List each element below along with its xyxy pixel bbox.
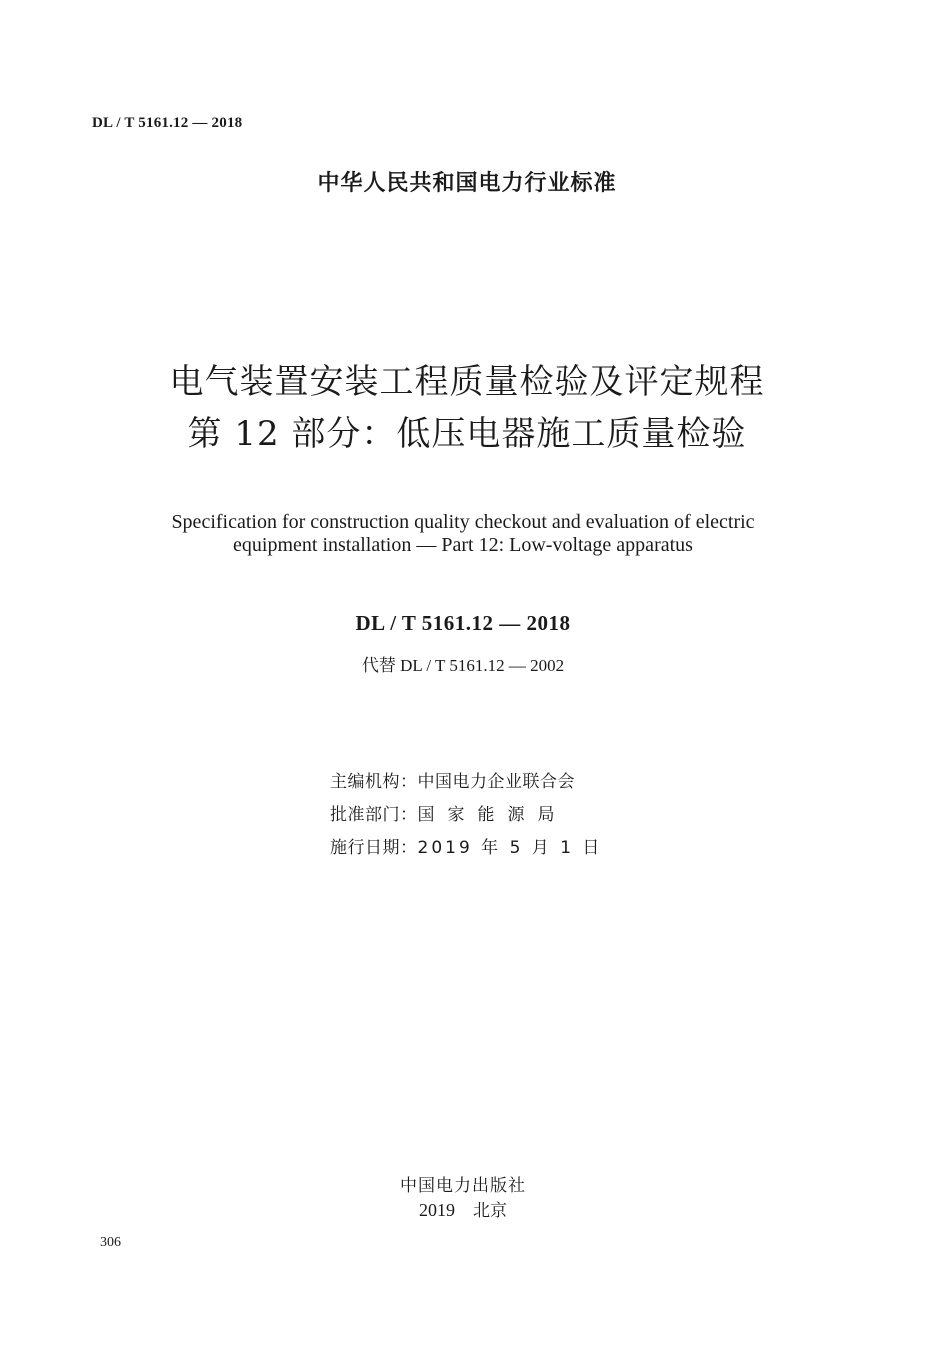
approver-label: 批准部门： — [330, 805, 418, 825]
effective-date-label: 施行日期： — [330, 838, 418, 858]
replaces-standard: 代替 DL / T 5161.12 — 2002 — [361, 656, 565, 675]
publisher-name: 中国电力出版社 — [400, 1176, 526, 1196]
chinese-title-line-2: 第 12 部分：低压电器施工质量检验 — [187, 414, 747, 454]
english-title-line-2: equipment installation — Part 12: Low-voltage apparatus — [233, 534, 693, 556]
english-title-line-1: Specification for construction quality checkout and evaluation of electric — [171, 511, 755, 533]
chinese-title-line-1: 电气装置安装工程质量检验及评定规程 — [169, 362, 765, 402]
effective-date-row — [330, 837, 602, 859]
standard-number: DL / T 5161.12 — 2018 — [355, 611, 571, 635]
approver-row — [330, 804, 568, 826]
editor-value: 中国电力企业联合会 — [417, 772, 575, 792]
header-standard-code: DL / T 5161.12 — 2018 — [92, 115, 243, 131]
editor-row — [330, 771, 575, 793]
industry-standard-heading: 中华人民共和国电力行业标准 — [317, 171, 617, 196]
publisher-year-city — [0, 1198, 926, 1223]
approver-value: 国家能源局 — [417, 805, 568, 825]
publisher-city: 北京 — [473, 1201, 507, 1221]
page-number: 306 — [100, 1235, 121, 1250]
editor-label: 主编机构： — [330, 772, 418, 792]
effective-date-value: 2019 年 5 月 1 日 — [417, 838, 603, 858]
publisher-year: 2019 — [419, 1200, 455, 1220]
